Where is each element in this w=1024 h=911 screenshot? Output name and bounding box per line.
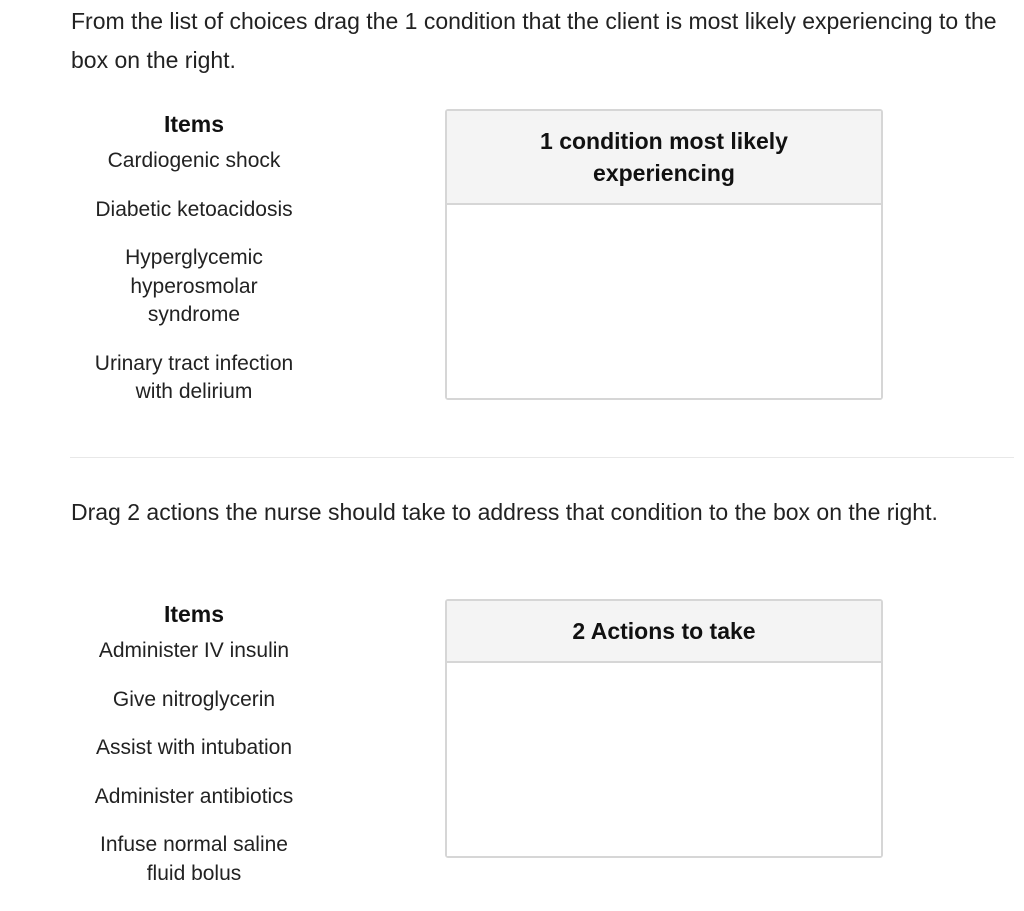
drop-zone-area[interactable] xyxy=(447,663,881,856)
drop-target-header: 2 Actions to take xyxy=(447,601,881,663)
draggable-item-diabetic-ketoacidosis[interactable]: Diabetic ketoacidosis xyxy=(95,197,293,221)
items-list-2 xyxy=(70,600,318,888)
question-1-instruction: From the list of choices drag the 1 condition that the client is most likely experiencing to the box on the right. xyxy=(71,8,997,73)
question-2-instruction: Drag 2 actions the nurse should take to address that condition to the box on the right. xyxy=(71,499,938,525)
draggable-item-administer-antibiotics[interactable]: Administer antibiotics xyxy=(94,784,294,808)
draggable-item-administer-iv-insulin[interactable]: Administer IV insulin xyxy=(98,639,290,662)
section-divider xyxy=(70,457,1014,458)
draggable-item-assist-with-intubation[interactable]: Assist with intubation xyxy=(95,736,293,759)
draggable-item-give-nitroglycerin[interactable]: Give nitroglycerin xyxy=(112,687,276,711)
drop-target-header: 1 condition most likely experiencing xyxy=(447,111,881,205)
draggable-item-infuse-normal-saline-bolus[interactable]: Infuse normal saline fluid bolus xyxy=(100,833,288,885)
drop-target-condition[interactable] xyxy=(445,109,883,400)
draggable-item-cardiogenic-shock[interactable]: Cardiogenic shock xyxy=(107,149,281,172)
items-list-1 xyxy=(70,110,318,407)
draggable-item-hyperglycemic-hyperosmolar-syndrome[interactable]: Hyperglycemic hyperosmolar syndrome xyxy=(125,246,263,326)
items-heading: Items xyxy=(163,601,225,627)
draggable-item-uti-with-delirium[interactable]: Urinary tract infection with delirium xyxy=(94,351,294,403)
items-heading: Items xyxy=(163,111,225,137)
drop-target-actions[interactable] xyxy=(445,599,883,858)
drop-zone-area[interactable] xyxy=(447,205,881,398)
